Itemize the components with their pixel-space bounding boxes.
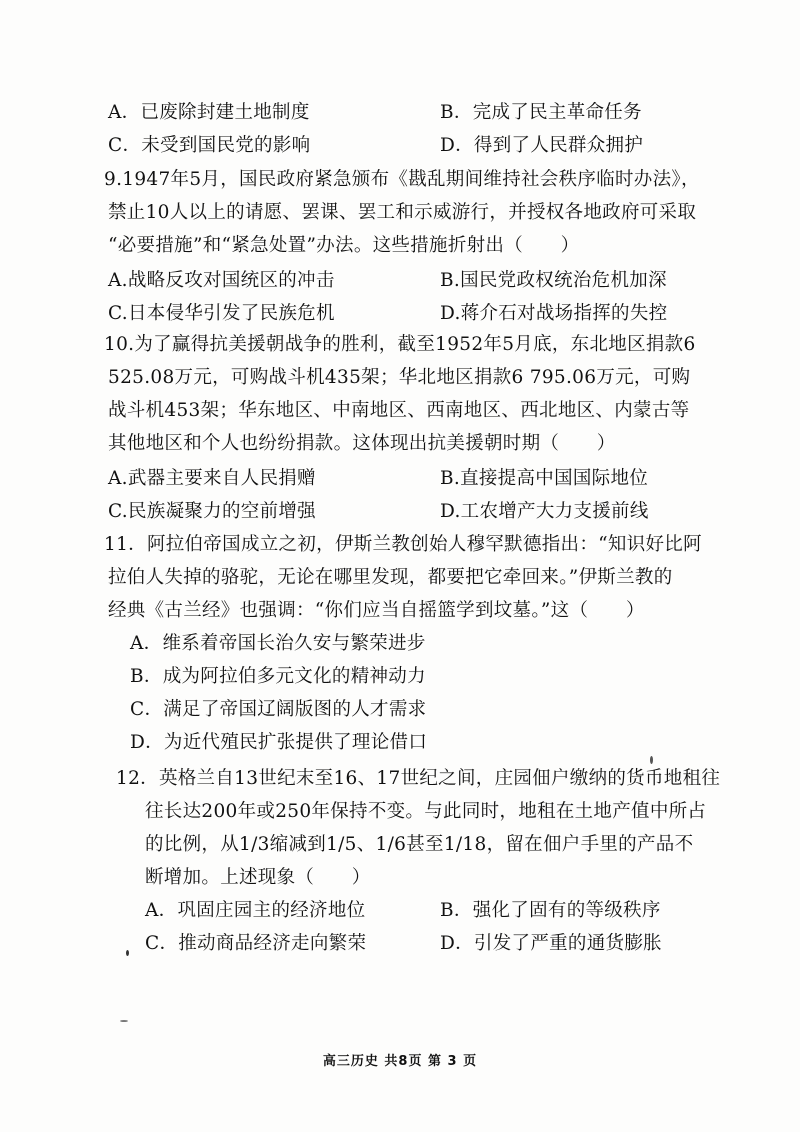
- q9-option-c: C.日本侵华引发了民族危机: [108, 303, 335, 324]
- q11-stem-line-2: 拉伯人失掉的骆驼，无论在哪里发现，都要把它牵回来。”伊斯兰教的: [108, 567, 673, 588]
- q12-option-a: A．巩固庄园主的经济地位: [145, 900, 366, 921]
- q10-stem-line-3: 战斗机453架；华东地区、中南地区、西南地区、西北地区、内蒙古等: [108, 400, 690, 421]
- q9-option-a: A.战略反攻对国统区的冲击: [108, 270, 335, 291]
- q12-stem-line-1: 12．英格兰自13世纪末至16、17世纪之间，庄园佃户缴纳的货币地租往: [116, 768, 721, 789]
- scan-speck: [650, 756, 653, 764]
- q9-option-d: D.蒋介石对战场指挥的失控: [440, 303, 668, 324]
- q11-option-b: B．成为阿拉伯多元文化的精神动力: [130, 666, 426, 687]
- q10-option-d: D.工农增产大力支援前线: [440, 501, 649, 522]
- q11-stem-line-1: 11．阿拉伯帝国成立之初，伊斯兰教创始人穆罕默德指出：“知识好比阿: [104, 534, 702, 555]
- q11-stem-line-3: 经典《古兰经》也强调：“你们应当自摇篮学到坟墓。”这（ ）: [108, 600, 645, 621]
- q10-option-b: B.直接提高中国国际地位: [440, 468, 649, 489]
- q8-option-d: D．得到了人民群众拥护: [440, 135, 644, 156]
- q8-option-c: C．未受到国民党的影响: [108, 135, 311, 156]
- q10-stem-line-4: 其他地区和个人也纷纷捐款。这体现出抗美援朝时期（ ）: [108, 433, 616, 454]
- q12-option-b: B．强化了固有的等级秩序: [440, 900, 661, 921]
- q9-option-b: B.国民党政权统治危机加深: [440, 270, 667, 291]
- q10-option-a: A.武器主要来自人民捐赠: [108, 468, 316, 489]
- q10-option-c: C.民族凝聚力的空前增强: [108, 501, 316, 522]
- q11-option-a: A．维系着帝国长治久安与繁荣进步: [130, 633, 426, 654]
- q11-option-d: D．为近代殖民扩张提供了理论借口: [130, 732, 428, 753]
- q12-stem-line-4: 断增加。上述现象（ ）: [145, 867, 371, 888]
- q12-stem-line-2: 往长达200年或250年保持不变。与此同时，地租在土地产值中所占: [145, 801, 707, 822]
- q9-stem-line-2: 禁止10人以上的请愿、罢课、罢工和示威游行，并授权各地政府可采取: [108, 202, 697, 223]
- q8-option-a: A．已废除封建土地制度: [108, 102, 310, 123]
- q9-stem-line-1: 9.1947年5月，国民政府紧急颁布《戡乱期间维持社会秩序临时办法》，: [104, 169, 700, 190]
- q10-stem-line-2: 525.08万元，可购战斗机435架；华北地区捐款6 795.06万元，可购: [108, 367, 691, 388]
- q12-stem-line-3: 的比例，从1/3缩减到1/5、1/6甚至1/18，留在佃户手里的产品不: [145, 834, 694, 855]
- q11-option-c: C．满足了帝国辽阔版图的人才需求: [130, 699, 427, 720]
- scan-speck: [126, 950, 129, 956]
- q12-option-c: C．推动商品经济走向繁荣: [145, 933, 367, 954]
- scan-speck: [120, 1020, 128, 1022]
- q9-stem-line-3: “必要措施”和“紧急处置”办法。这些措施折射出（ ）: [108, 235, 580, 256]
- q10-stem-line-1: 10.为了赢得抗美援朝战争的胜利，截至1952年5月底，东北地区捐款6: [104, 334, 696, 355]
- q8-option-b: B．完成了民主革命任务: [440, 102, 642, 123]
- page-footer: 高三历史 共8页 第 3 页: [322, 1054, 478, 1069]
- q12-option-d: D．引发了严重的通货膨胀: [440, 933, 662, 954]
